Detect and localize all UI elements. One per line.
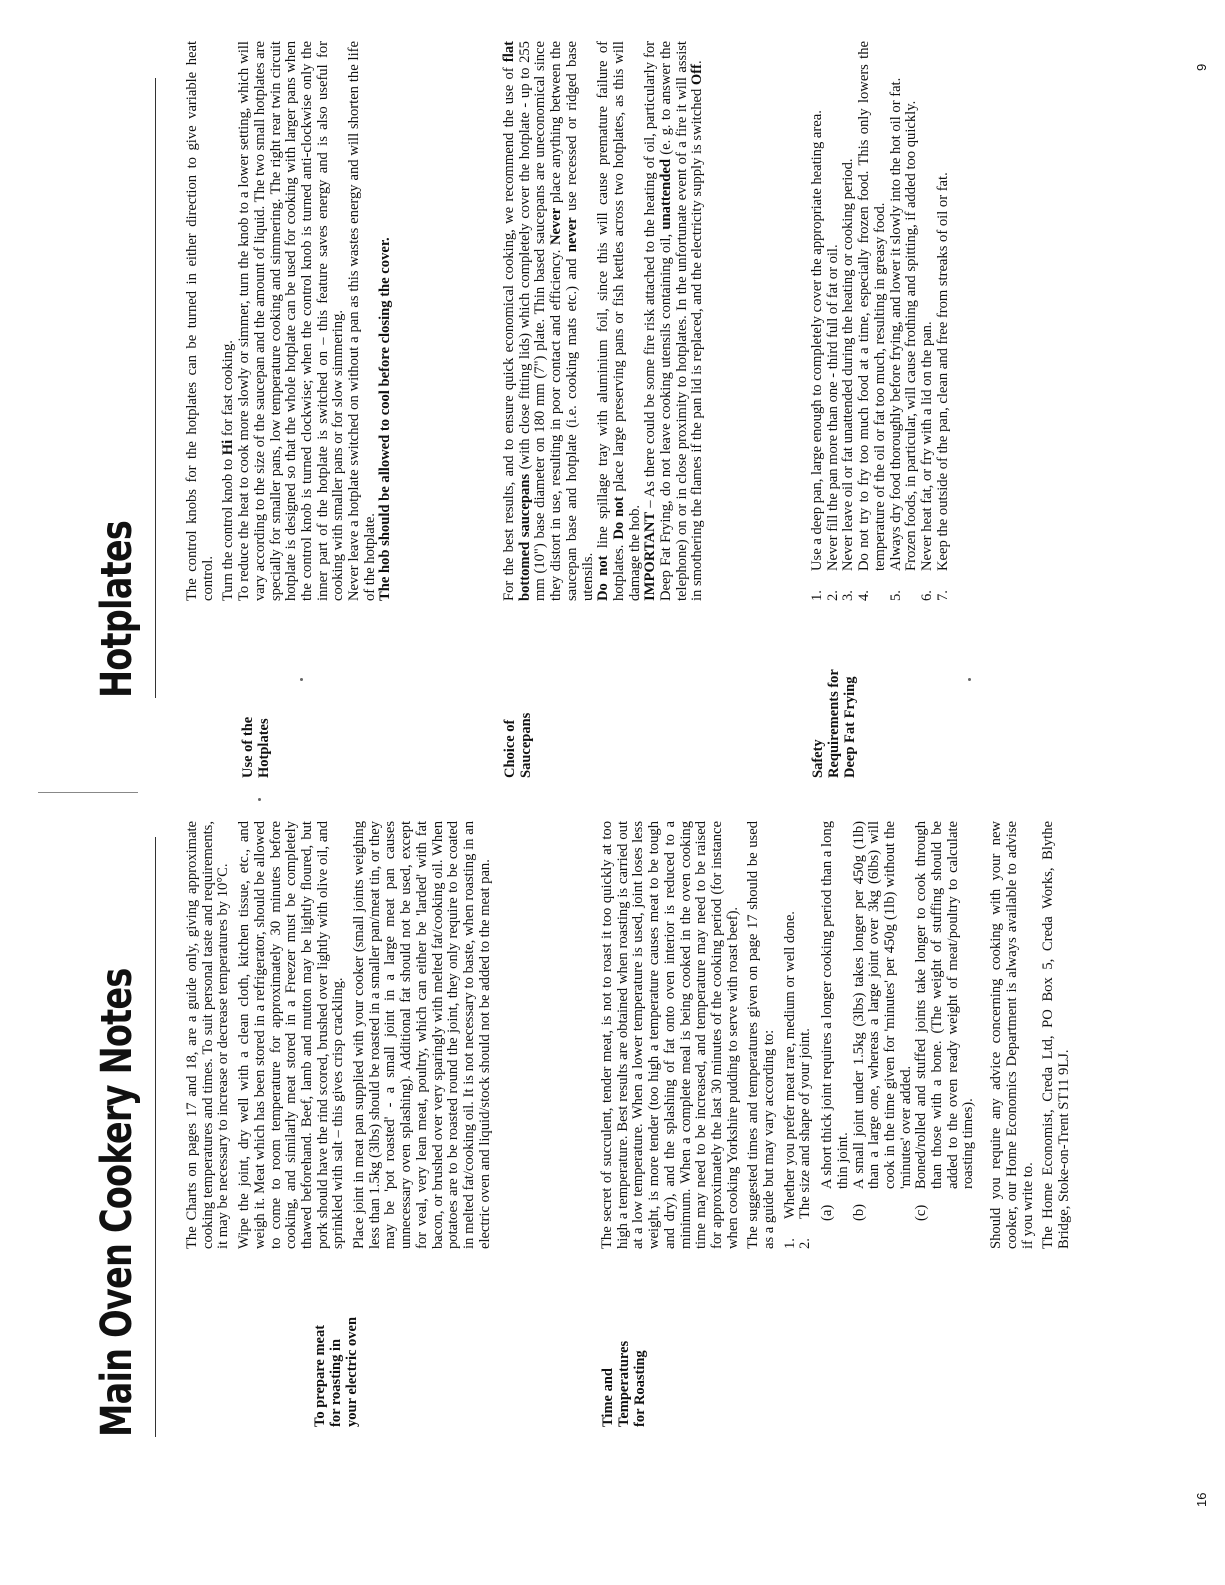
section-heading-use: Use of the Hotplates	[240, 716, 272, 778]
address: The Home Economist, Creda Ltd, PO Box 5, Creda Works, Blythe Bridge, Stoke-on-Trent ST11 9LJ.	[1040, 821, 1072, 1249]
joint-size-list	[820, 821, 977, 1249]
paragraph: Turn the control knob to Hi for fast cooking.	[220, 340, 237, 601]
section-heading-saucepans: Choice of Saucepans	[502, 712, 534, 778]
section-body-prepare-meat	[185, 821, 511, 1249]
section-body-safety	[810, 41, 957, 601]
list-item: (b) A small joint under 1.5kg (3lbs) takes longer per 450g (1lb) than a large one, whereas a large joint over 3kg (6lbs) will cook in the time given for 'minutes' per 450g (1lb) without the 'minutes' over added.	[850, 821, 914, 1221]
list-item: 4. Do not try to fry too much food at a time, especially frozen food. This only lowers the temperature of the oil or fat too much, resulting in greasy food.	[856, 41, 888, 601]
margin-mark	[968, 678, 971, 681]
list-item: 2. Never fill the pan more than one - third full of fat or oil.	[824, 244, 841, 601]
page-title: Hotplates	[92, 520, 142, 698]
paragraph: Wipe the joint, dry well with a clean cloth, kitchen tissue, etc., and weigh it. Meat which has been stored in a refrigerator, should be allowed to come to room temperature for approximately 30 minutes before cooking, and similarly meat stored in a Freezer must be completely thawed beforehand. Beef, lamb and mutton may be lightly floured, but pork should have the rind scored, brushed over lightly with olive oil, and sprinkled with salt – this gives crisp crackling.	[236, 821, 347, 1249]
paragraph: The suggested times and temperatures given on page 17 should be used as a guide but may vary according to:	[745, 821, 778, 1249]
page-number: 16	[1194, 1492, 1209, 1507]
paragraph: The secret of succulent, tender meat, is not to roast it too quickly at too high a temperature. Best results are obtained when roasting is carried out at a low temperature. When a lower temperature is used, joint loses less weight, is more tender (too high a temperature causes meat to be tough and dry), and the splashing of fat onto oven interior is reduced to a minimum. When a complete meal is being cooked in the oven cooking time may need to be increased, and temperature may need to be raised for approximately the last 30 minutes of the cooking period (for instance when cooking Yorkshire pudding to serve with roast beef).	[599, 821, 741, 1249]
section-body-roasting	[600, 821, 1078, 1249]
margin-mark	[300, 678, 303, 681]
important-paragraph: IMPORTANT – As there could be some fire risk attached to the heating of oil, particularly for Deep Fat Frying, do not leave cooking utensils containing oil, unattended (e. g. to answer the telephone) on or in close proximity to hotplates. In the unfortunate event of a fire it will assist in smothering the flames if the pan lid is replaced, and the electricity supply is switched Off.	[642, 40, 706, 601]
list-item: 6. Never heat fat, or fry with a lid on the pan.	[918, 321, 935, 601]
paragraph: For the best results, and to ensure quick economical cooking, we recommend the use of flat bottomed saucepans (with close fitting lids) which completely cover the hotplate - up to 255 mm (10") base diameter on 180 mm (7") plate. Thin based saucepans are uneconomical since they distort in use, resulting in poor contact and efficiency. Never place anything between the saucepan base and hotplate (i.e. cooking mats etc.) and never use recessed or ridged base utensils.	[501, 41, 596, 601]
fold-line	[38, 792, 138, 793]
list-item: 1. Whether you prefer meat rare, medium or well done.	[781, 911, 798, 1249]
paragraph: Should you require any advice concerning cooking with your new cooker, our Home Economics Department is always available to advise if you write to.	[988, 821, 1036, 1249]
factor-list	[783, 821, 814, 1249]
section-heading-safety: Safety Requirements for Deep Fat Frying	[810, 669, 858, 778]
paragraph: The Charts on pages 17 and 18, are a guide only, giving approximate cooking temperatures and times. To suit personal taste and requirements, it may be necessary to increase or decrease temperatures by 10°C.	[184, 821, 232, 1249]
warning-paragraph: The hob should be allowed to cool before closing the cover.	[377, 237, 394, 601]
paragraph: Do not line spillage tray with aluminium foil, since this will cause premature failure of hotplates. Do not place large preserving pans or fish kettles across two hotplates, as this will damage the hob.	[595, 41, 643, 601]
section-heading-prepare-meat: To prepare meat for roasting in your electric oven	[312, 1316, 360, 1427]
safety-list	[810, 41, 951, 601]
left-page	[0, 793, 1225, 1585]
title-rule	[155, 78, 156, 698]
list-item: 7. Keep the outside of the pan, clean and free from streaks of oil or fat.	[934, 172, 951, 601]
list-item: 5. Always dry food thoroughly before frying, and lower it slowly into the hot oil or fat. Frozen foods, in particular, will cause frothing and spitting, if added too quickly.	[887, 77, 920, 601]
paragraph: To reduce the heat to cook more slowly or simmer, turn the knob to a lower setting, which will vary according to the size of the saucepan and the amount of liquid. The two small hotplates are specially for smaller pans, low temperature cooking and simmering. The right rear twin circuit hotplate is designed so that the whole hotplate can be used for cooking with larger pans when the control knob is turned clockwise; when the control knob is turned anti-clockwise only the inner part of the hotplate is switched on – this feature saves energy and is also useful for cooking with smaller pans or for slow simmering.	[236, 41, 347, 601]
page-title: Main Oven Cookery Notes	[92, 968, 142, 1437]
list-item: (a) A short thick joint requires a longer cooking period than a long thin joint.	[819, 821, 851, 1221]
list-item: 3. Never leave oil or fat unattended during the heating or cooking period.	[840, 158, 857, 601]
section-body-saucepans	[502, 41, 724, 601]
paragraph: Never leave a hotplate switched on without a pan as this wastes energy and will shorten the life of the hotplate.	[346, 41, 378, 601]
title-rule	[155, 837, 156, 1437]
margin-mark	[258, 798, 261, 801]
page-number: 9	[1194, 63, 1209, 71]
section-body-use	[185, 41, 412, 601]
list-item: (c) Boned/rolled and stuffed joints take longer to cook through than those with a bone. (The weight of stuffing should be added to the oven ready weight of meat/poultry to calculate roasting times).	[913, 821, 977, 1221]
paragraph: Place joint in meat pan supplied with your cooker (small joints weighing less than 1.5kg (3lbs) should be roasted in a smaller pan/meat tin, or they may be 'pot roasted' - a small joint in a large meat pan causes unnecessary oven splashing). Additional fat should not be used, except for veal, very lean meat, poultry, which can either be 'larded' with fat bacon, or brushed over very sparingly with melted fat/cooking oil. When potatoes are to be roasted round the joint, they only require to be coated in melted fat/cooking oil. It is not necessary to baste, when roasting in an electric oven and liquid/stock should not be added to the meat pan.	[351, 821, 493, 1249]
section-heading-roasting: Time and Temperatures for Roasting	[600, 1340, 648, 1427]
list-item: 1. Use a deep pan, large enough to completely cover the appropriate heating area.	[809, 110, 825, 601]
paragraph: The control knobs for the hotplates can be turned in either direction to give variable heat control.	[184, 41, 216, 601]
list-item: 2. The size and shape of your joint.	[797, 1028, 814, 1249]
